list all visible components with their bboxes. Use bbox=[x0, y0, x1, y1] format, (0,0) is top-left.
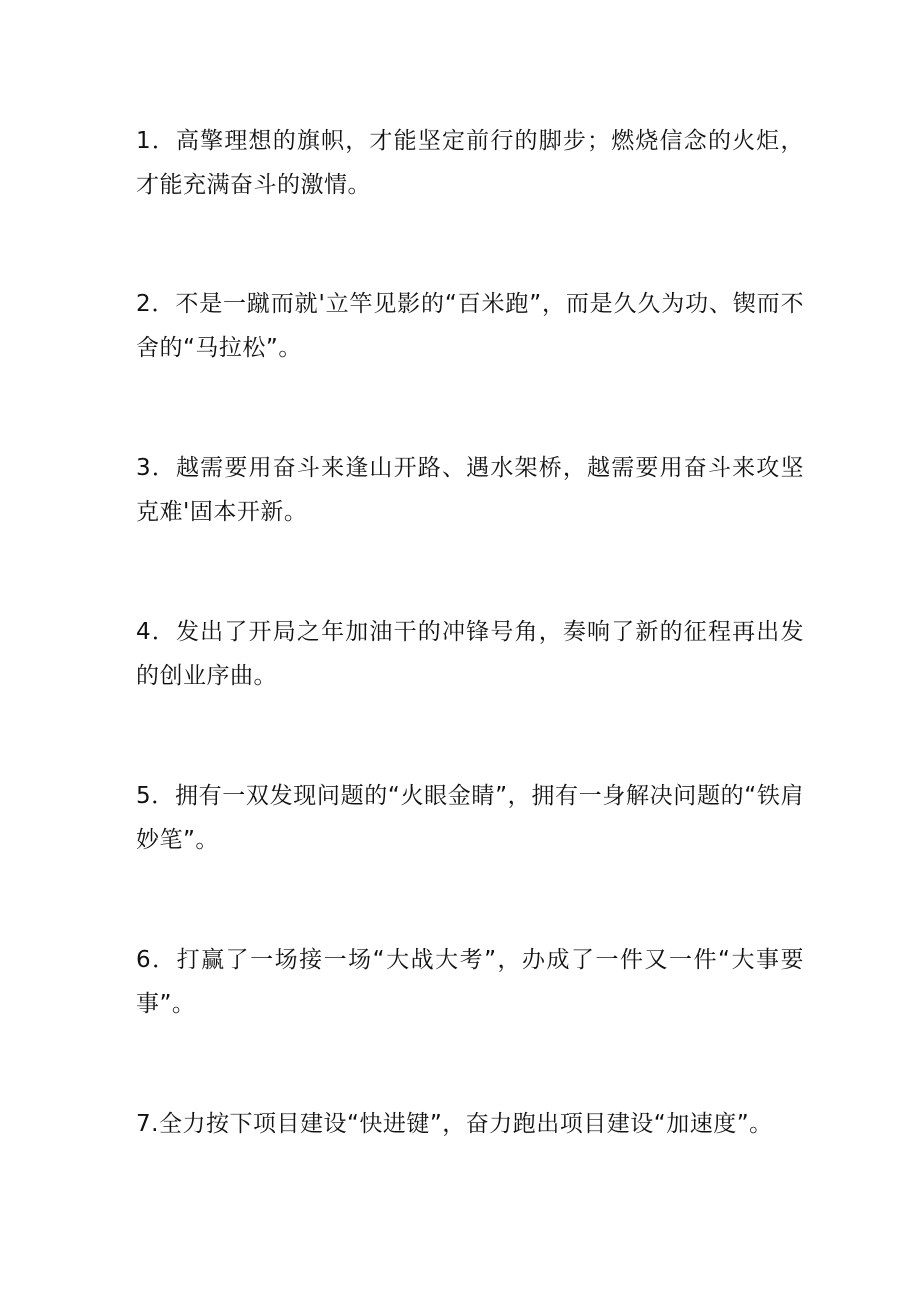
list-item-7: 7.全力按下项目建设“快进键”，奋力跑出项目建设“加速度”。 bbox=[136, 1111, 773, 1137]
list-item-1: 1．高擎理想的旗帜，才能坚定前行的脚步；燃烧信念的火炬，才能充满奋斗的激情。 bbox=[136, 128, 804, 198]
list-item-6: 6．打赢了一场接一场“大战大考”，办成了一件又一件“大事要事”。 bbox=[136, 947, 804, 1017]
list-item-5: 5．拥有一双发现问题的“火眼金睛”，拥有一身解决问题的“铁肩妙笔”。 bbox=[136, 783, 804, 853]
list-item-2: 2．不是一蹴而就'立竿见影的“百米跑”，而是久久为功、锲而不舍的“马拉松”。 bbox=[136, 291, 804, 361]
list-item-3: 3．越需要用奋斗来逢山开路、遇水架桥，越需要用奋斗来攻坚克难'固本开新。 bbox=[136, 455, 804, 525]
list-item-4: 4．发出了开局之年加油干的冲锋号角，奏响了新的征程再出发的创业序曲。 bbox=[136, 619, 804, 689]
